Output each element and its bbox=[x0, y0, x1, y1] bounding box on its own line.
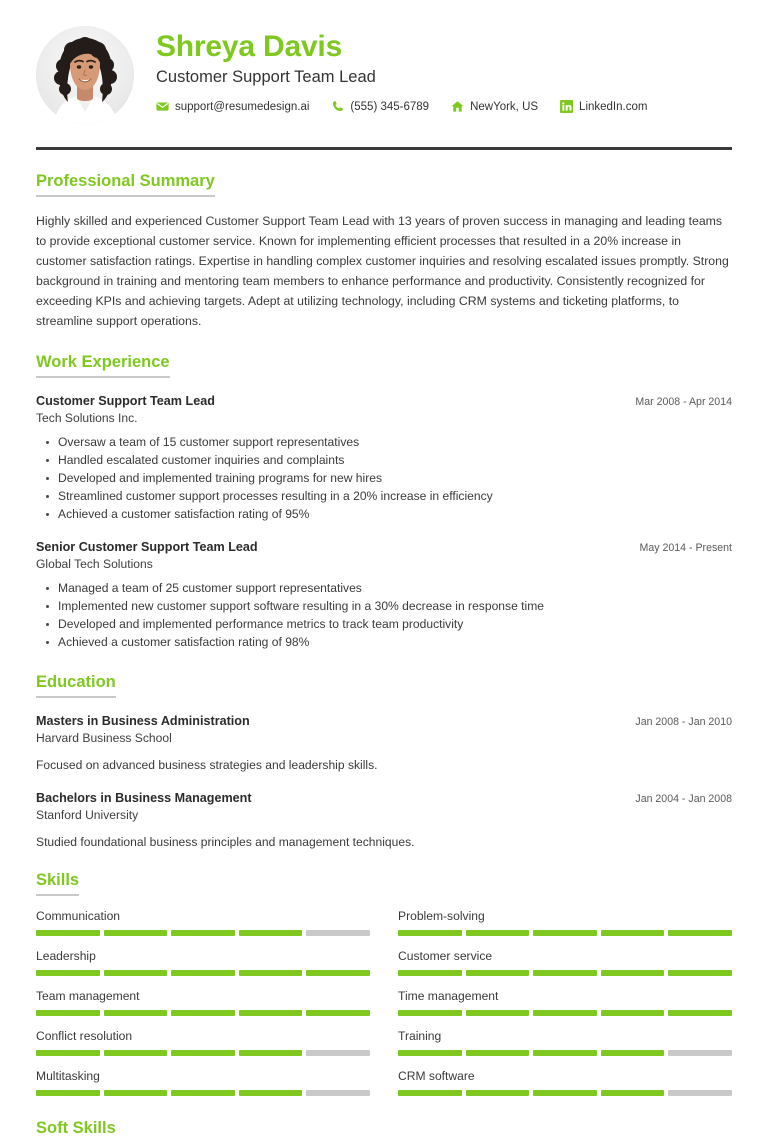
contact-linkedin[interactable] bbox=[560, 100, 647, 113]
section-soft-skills bbox=[36, 1119, 732, 1138]
skill-level-segment bbox=[398, 1090, 462, 1096]
skill-level-bar bbox=[36, 930, 370, 936]
candidate-name: Shreya Davis bbox=[156, 30, 343, 63]
skill-level-segment bbox=[398, 970, 462, 976]
skill-level-segment bbox=[104, 930, 168, 936]
skill-item bbox=[36, 989, 370, 1029]
bullet-item: Developed and implemented performance metrics to track team productivity bbox=[58, 616, 732, 634]
skill-item bbox=[398, 1069, 732, 1109]
bullet-item: Achieved a customer satisfaction rating of 98% bbox=[58, 634, 732, 652]
work-entry-header bbox=[36, 540, 732, 554]
skill-level-segment bbox=[533, 1090, 597, 1096]
skill-level-segment bbox=[104, 1010, 168, 1016]
skill-label: Training bbox=[398, 1028, 442, 1043]
work-entry bbox=[36, 394, 732, 523]
work-entry-header bbox=[36, 394, 732, 408]
education-entry-header bbox=[36, 714, 732, 728]
skill-level-segment bbox=[36, 1050, 100, 1056]
work-entry-company: Global Tech Solutions bbox=[36, 556, 153, 571]
resume-header bbox=[36, 26, 732, 124]
skill-level-segment bbox=[398, 930, 462, 936]
skill-level-segment bbox=[533, 930, 597, 936]
skill-level-segment bbox=[306, 1050, 370, 1056]
education-entry-header bbox=[36, 791, 732, 805]
bullet-item: Streamlined customer support processes resulting in a 20% increase in efficiency bbox=[58, 488, 732, 506]
skill-item bbox=[398, 989, 732, 1029]
education-description: Studied foundational business principles and management techniques. bbox=[36, 834, 415, 849]
skill-level-segment bbox=[104, 1090, 168, 1096]
skill-level-segment bbox=[668, 930, 732, 936]
skill-label: Team management bbox=[36, 988, 140, 1003]
work-entry-date: Mar 2008 - Apr 2014 bbox=[635, 396, 732, 409]
skill-item bbox=[36, 909, 370, 949]
education-school: Harvard Business School bbox=[36, 731, 172, 746]
skill-level-segment bbox=[306, 970, 370, 976]
skills-grid bbox=[36, 909, 732, 1109]
skill-level-segment bbox=[601, 1010, 665, 1016]
contact-list bbox=[156, 100, 732, 113]
skill-level-segment bbox=[104, 1050, 168, 1056]
skill-level-segment bbox=[306, 1010, 370, 1016]
section-skills bbox=[36, 871, 732, 1109]
skill-level-segment bbox=[398, 1050, 462, 1056]
work-entry-date: May 2014 - Present bbox=[639, 541, 732, 554]
contact-location-value: NewYork, US bbox=[470, 100, 539, 113]
skill-level-segment bbox=[104, 970, 168, 976]
skill-level-segment bbox=[601, 1090, 665, 1096]
education-entry bbox=[36, 714, 732, 774]
candidate-job-title: Customer Support Team Lead bbox=[156, 67, 376, 86]
skill-item bbox=[398, 1029, 732, 1069]
education-degree: Bachelors in Business Management bbox=[36, 790, 252, 805]
skill-label: Problem-solving bbox=[398, 908, 485, 923]
section-heading-skills: Skills bbox=[36, 871, 79, 896]
education-description: Focused on advanced business strategies and leadership skills. bbox=[36, 758, 378, 773]
education-date: Jan 2008 - Jan 2010 bbox=[635, 716, 732, 729]
skill-level-segment bbox=[668, 970, 732, 976]
skill-level-segment bbox=[239, 1050, 303, 1056]
contact-location[interactable] bbox=[451, 100, 538, 113]
skill-label: Customer service bbox=[398, 948, 493, 963]
skill-item bbox=[36, 1029, 370, 1069]
skill-level-bar bbox=[36, 1010, 370, 1016]
skill-level-segment bbox=[533, 1050, 597, 1056]
contact-phone[interactable] bbox=[331, 100, 429, 113]
skill-item bbox=[36, 1069, 370, 1109]
skill-label: Time management bbox=[398, 988, 499, 1003]
skill-level-segment bbox=[36, 970, 100, 976]
skill-level-segment bbox=[306, 1090, 370, 1096]
section-heading-education: Education bbox=[36, 673, 116, 698]
skill-level-bar bbox=[398, 1050, 732, 1056]
skill-level-segment bbox=[466, 1050, 530, 1056]
skill-level-segment bbox=[466, 930, 530, 936]
skill-level-bar bbox=[36, 1050, 370, 1056]
skill-level-segment bbox=[171, 1090, 235, 1096]
skill-level-bar bbox=[398, 970, 732, 976]
contact-linkedin-value: LinkedIn.com bbox=[579, 100, 648, 113]
bullet-item: Achieved a customer satisfaction rating of 95% bbox=[58, 506, 732, 524]
professional-summary-text: Highly skilled and experienced Customer Support Team Lead with 13 years of proven success in managing and leading teams to provide exceptional customer service. Known for implementing efficient processes that resulted in a 20% increase in customer satisfaction ratings. Expertise in handling complex customer inquiries and resolving escalated issues promptly. Strong background in training and mentoring team members to enhance performance and productivity. Consistently recognized for exceeding KPIs and achieving targets. Adept at utilizing technology, including CRM systems and ticketing platforms, to streamline support operations. bbox=[36, 213, 729, 328]
skill-level-bar bbox=[36, 970, 370, 976]
skill-level-segment bbox=[466, 1090, 530, 1096]
skill-label: Communication bbox=[36, 908, 121, 923]
skill-label: Leadership bbox=[36, 948, 96, 963]
skill-label: Conflict resolution bbox=[36, 1028, 133, 1043]
skill-level-segment bbox=[239, 1090, 303, 1096]
phone-icon bbox=[331, 100, 344, 113]
work-entry-bullets bbox=[36, 434, 732, 523]
section-professional-summary bbox=[36, 172, 732, 331]
linkedin-icon bbox=[560, 100, 573, 113]
work-entry bbox=[36, 540, 732, 652]
skill-level-segment bbox=[171, 970, 235, 976]
contact-phone-value: (555) 345-6789 bbox=[350, 100, 430, 113]
section-heading-professional-summary: Professional Summary bbox=[36, 172, 215, 197]
skill-level-segment bbox=[306, 930, 370, 936]
skill-level-segment bbox=[466, 970, 530, 976]
section-heading-soft-skills: Soft Skills bbox=[36, 1118, 116, 1137]
skill-level-segment bbox=[36, 1010, 100, 1016]
skill-level-segment bbox=[533, 1010, 597, 1016]
bullet-item: Implemented new customer support software resulting in a 30% decrease in response time bbox=[58, 598, 732, 616]
skill-item bbox=[398, 909, 732, 949]
education-degree: Masters in Business Administration bbox=[36, 714, 250, 729]
skill-level-segment bbox=[398, 1010, 462, 1016]
skill-level-bar bbox=[398, 1090, 732, 1096]
section-work-experience bbox=[36, 353, 732, 651]
education-school: Stanford University bbox=[36, 807, 139, 822]
skill-level-bar bbox=[398, 1010, 732, 1016]
home-icon bbox=[451, 100, 464, 113]
bullet-item: Managed a team of 25 customer support representatives bbox=[58, 580, 732, 598]
work-entry-bullets bbox=[36, 580, 732, 652]
education-entry bbox=[36, 791, 732, 851]
skill-level-segment bbox=[466, 1010, 530, 1016]
skill-level-segment bbox=[171, 1050, 235, 1056]
skill-level-segment bbox=[239, 1010, 303, 1016]
skill-item bbox=[36, 949, 370, 989]
work-entry-title: Customer Support Team Lead bbox=[36, 394, 215, 409]
skill-label: CRM software bbox=[398, 1068, 475, 1083]
bullet-item: Oversaw a team of 15 customer support representatives bbox=[58, 434, 732, 452]
skill-label: Multitasking bbox=[36, 1068, 100, 1083]
bullet-item: Handled escalated customer inquiries and complaints bbox=[58, 452, 732, 470]
work-entry-company: Tech Solutions Inc. bbox=[36, 411, 138, 426]
skill-level-segment bbox=[239, 970, 303, 976]
skill-level-segment bbox=[36, 1090, 100, 1096]
skill-level-segment bbox=[239, 930, 303, 936]
contact-email-value: support@resumedesign.ai bbox=[175, 100, 310, 113]
skill-level-segment bbox=[668, 1010, 732, 1016]
skill-level-segment bbox=[601, 970, 665, 976]
skill-level-segment bbox=[171, 1010, 235, 1016]
bullet-item: Developed and implemented training programs for new hires bbox=[58, 470, 732, 488]
email-icon bbox=[156, 100, 169, 113]
work-entry-title: Senior Customer Support Team Lead bbox=[36, 539, 258, 554]
avatar bbox=[36, 26, 134, 124]
skill-level-segment bbox=[533, 970, 597, 976]
skill-level-bar bbox=[398, 930, 732, 936]
header-divider bbox=[36, 147, 732, 150]
skill-level-segment bbox=[668, 1090, 732, 1096]
header-main bbox=[156, 26, 732, 113]
skill-item bbox=[398, 949, 732, 989]
skill-level-segment bbox=[601, 1050, 665, 1056]
skill-level-segment bbox=[668, 1050, 732, 1056]
contact-email[interactable] bbox=[156, 100, 309, 113]
skill-level-segment bbox=[36, 930, 100, 936]
section-education bbox=[36, 673, 732, 850]
skill-level-segment bbox=[171, 930, 235, 936]
skill-level-segment bbox=[601, 930, 665, 936]
education-date: Jan 2004 - Jan 2008 bbox=[635, 792, 732, 805]
skill-level-bar bbox=[36, 1090, 370, 1096]
section-heading-work-experience: Work Experience bbox=[36, 353, 170, 378]
